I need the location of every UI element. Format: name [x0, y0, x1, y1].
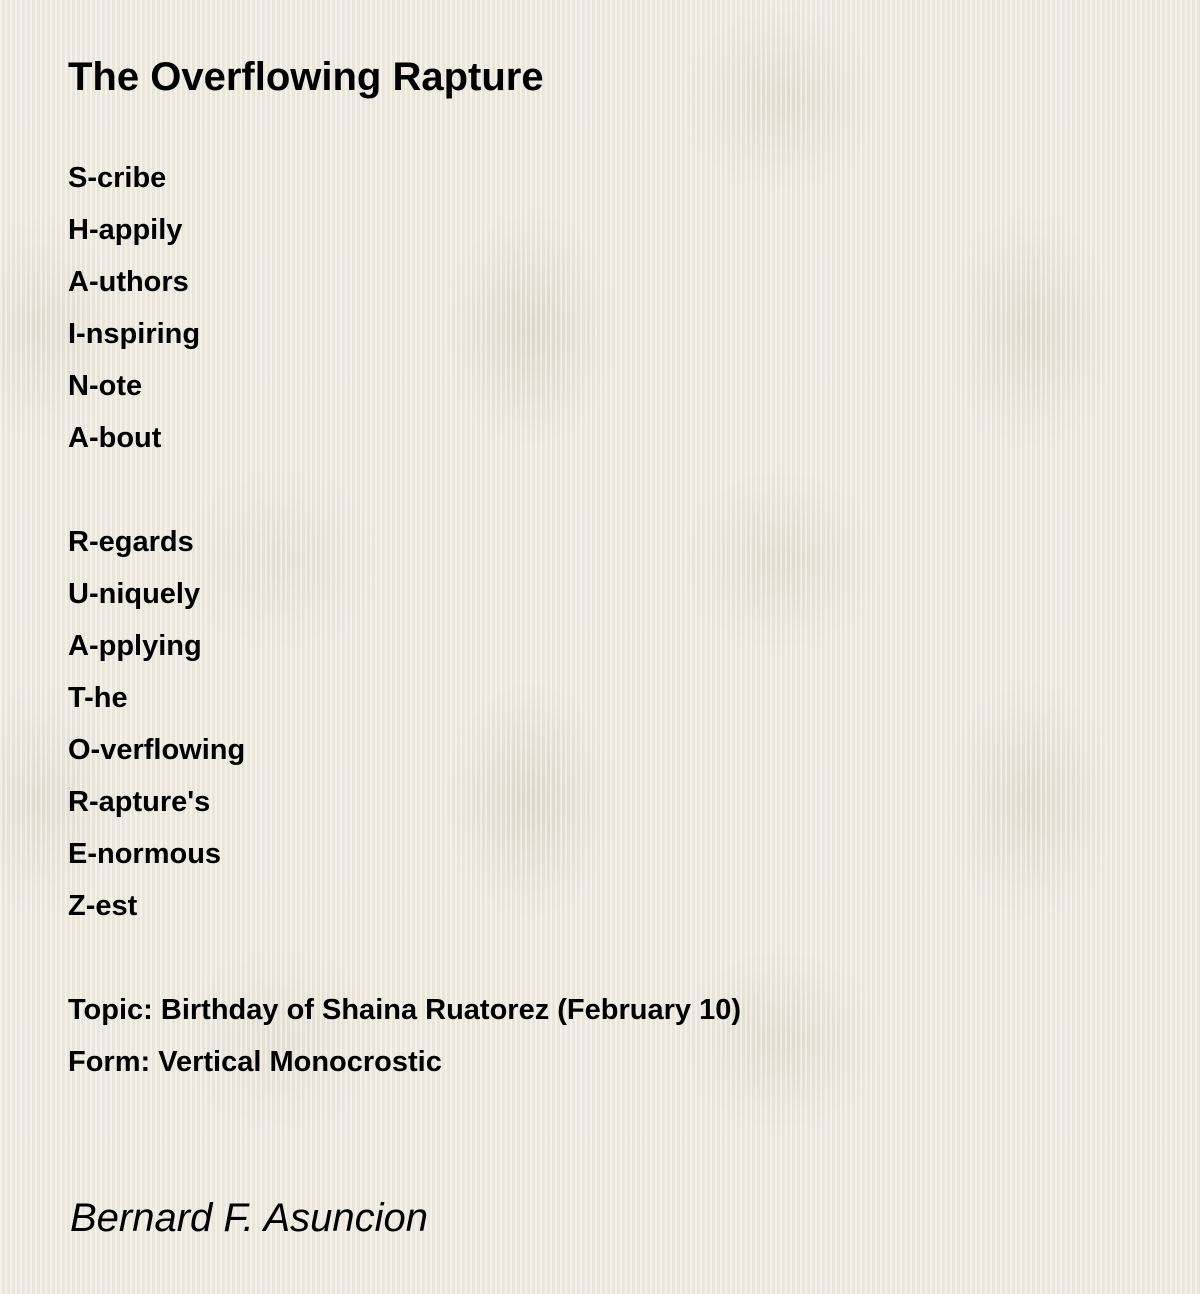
poem-line: R-apture's	[68, 786, 211, 818]
poem-line: U-niquely	[68, 578, 201, 610]
poem-line: R-egards	[68, 526, 194, 558]
stanza-2	[68, 516, 1148, 932]
poem-line: E-normous	[68, 838, 222, 870]
poem-line: S-cribe	[68, 162, 167, 194]
poem-card	[68, 0, 1148, 1088]
poem-line: H-appily	[68, 214, 183, 246]
poem-line: N-ote	[68, 370, 143, 402]
poem-line: I-nspiring	[68, 318, 201, 350]
poem-line: A-bout	[68, 422, 162, 454]
poem-title: The Overflowing Rapture	[68, 55, 544, 99]
author-name: Bernard F. Asuncion	[70, 1196, 428, 1240]
poem-line: T-he	[68, 682, 128, 714]
poem-line: A-pplying	[68, 630, 202, 662]
poem-notes	[68, 984, 1148, 1088]
stanza-1	[68, 152, 1148, 464]
poem-line: A-uthors	[68, 266, 189, 298]
poem-line: O-verflowing	[68, 734, 246, 766]
poem-line: Z-est	[68, 890, 138, 922]
topic-note: Topic: Birthday of Shaina Ruatorez (February 10)	[68, 994, 742, 1026]
form-note: Form: Vertical Monocrostic	[68, 1046, 442, 1078]
